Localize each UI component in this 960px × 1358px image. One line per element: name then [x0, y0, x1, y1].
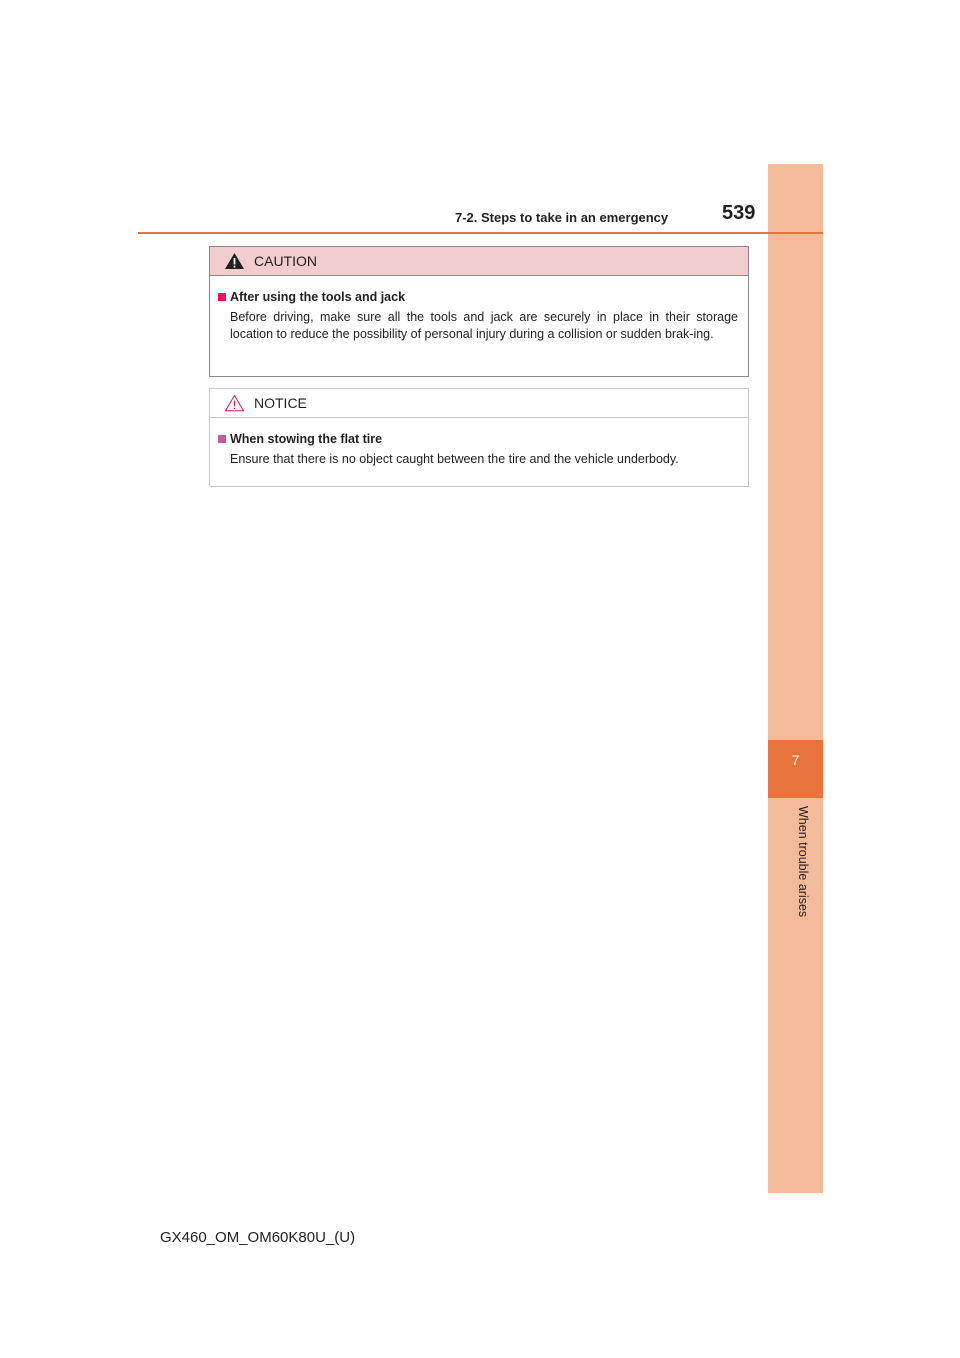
caution-item-text: Before driving, make sure all the tools and jack are securely in place in their storage location to reduce the possibility of personal injury during a collision or sudden brak-ing. — [230, 310, 738, 341]
page-number: 539 — [722, 202, 756, 224]
side-chapter-label: When trouble arises — [796, 806, 810, 918]
notice-item-text: Ensure that there is no object caught between the tire and the vehicle underbody. — [230, 452, 679, 466]
caution-item-title — [218, 290, 738, 304]
notice-body — [210, 418, 748, 468]
caution-header — [210, 247, 748, 276]
square-bullet-icon — [218, 293, 226, 301]
notice-header — [210, 389, 748, 418]
notice-item-title-text: When stowing the flat tire — [230, 432, 383, 446]
warning-triangle-icon — [224, 252, 245, 270]
notice-item-title — [218, 432, 738, 446]
header-rule — [138, 232, 823, 234]
header-section-title: 7-2. Steps to take in an emergency — [455, 210, 669, 225]
notice-heading: NOTICE — [254, 395, 307, 411]
caution-body — [210, 276, 748, 342]
caution-heading: CAUTION — [254, 253, 317, 269]
side-tab — [768, 164, 823, 1193]
square-bullet-icon — [218, 435, 226, 443]
caution-box — [209, 246, 749, 377]
side-chapter-number: 7 — [791, 752, 800, 768]
document-code: GX460_OM_OM60K80U_(U) — [160, 1229, 356, 1246]
notice-box — [209, 388, 749, 487]
side-tab-active-chapter — [768, 740, 823, 798]
warning-triangle-outline-icon — [224, 394, 245, 412]
caution-item-title-text: After using the tools and jack — [230, 290, 406, 304]
